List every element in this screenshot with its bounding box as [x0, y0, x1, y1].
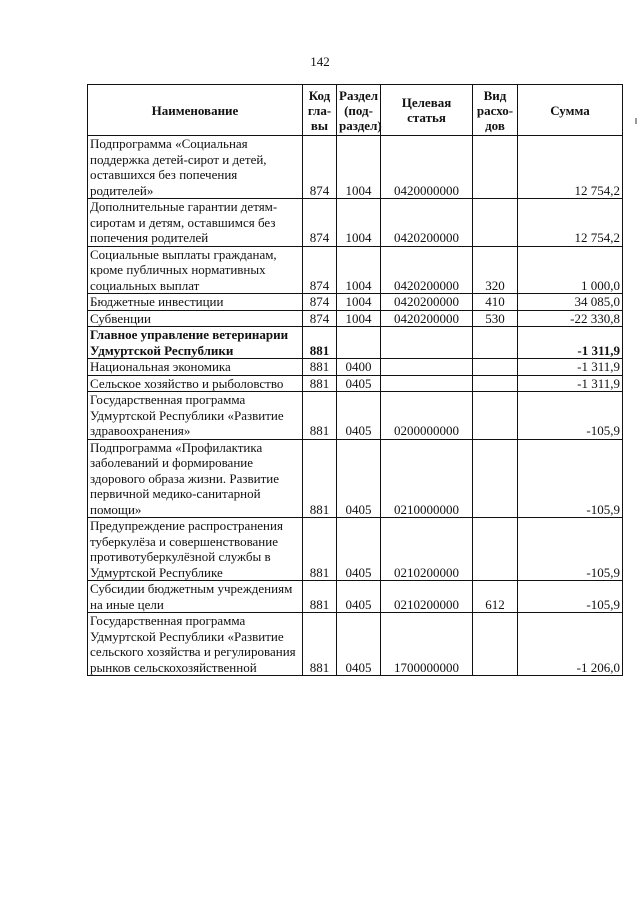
cell-section: 0405	[337, 439, 381, 518]
cell-sum: -105,9	[518, 581, 623, 613]
budget-table	[87, 84, 623, 676]
table-row	[88, 136, 623, 199]
cell-target: 0420200000	[381, 199, 473, 247]
header-name: Наименование	[88, 85, 303, 136]
cell-target: 0210200000	[381, 581, 473, 613]
table-row	[88, 581, 623, 613]
cell-target: 0420000000	[381, 136, 473, 199]
cell-expense	[473, 439, 518, 518]
cell-expense	[473, 392, 518, 440]
scan-mark	[635, 118, 637, 124]
cell-section: 1004	[337, 199, 381, 247]
table-body	[88, 136, 623, 676]
table-row	[88, 294, 623, 311]
table-row	[88, 613, 623, 676]
table-row	[88, 199, 623, 247]
table-row	[88, 310, 623, 327]
cell-target: 0420200000	[381, 310, 473, 327]
cell-section: 1004	[337, 294, 381, 311]
cell-chapter: 881	[303, 518, 337, 581]
cell-section: 0405	[337, 581, 381, 613]
cell-sum: -105,9	[518, 518, 623, 581]
cell-name: Государственная программа Удмуртской Республики «Развитие сельского хозяйства и регулирования рынков сельскохозяйственной	[88, 613, 303, 676]
cell-chapter: 874	[303, 199, 337, 247]
cell-name: Главное управление ветеринарии Удмуртской Республики	[88, 327, 303, 359]
cell-chapter: 881	[303, 359, 337, 376]
cell-expense: 410	[473, 294, 518, 311]
header-expense: Вид расхо- дов	[473, 85, 518, 136]
cell-target	[381, 359, 473, 376]
cell-section: 0405	[337, 518, 381, 581]
table-row	[88, 439, 623, 518]
table-row	[88, 518, 623, 581]
cell-name: Предупреждение распространения туберкулёза и совершенствование противотуберкулёзной службы в Удмуртской Республике	[88, 518, 303, 581]
cell-section: 1004	[337, 310, 381, 327]
cell-name: Сельское хозяйство и рыболовство	[88, 375, 303, 392]
cell-sum: -22 330,8	[518, 310, 623, 327]
cell-chapter: 881	[303, 581, 337, 613]
cell-sum: 12 754,2	[518, 199, 623, 247]
cell-target: 1700000000	[381, 613, 473, 676]
header-sum: Сумма	[518, 85, 623, 136]
cell-name: Субсидии бюджетным учреждениям на иные цели	[88, 581, 303, 613]
cell-chapter: 881	[303, 327, 337, 359]
cell-expense	[473, 327, 518, 359]
header-chapter: Код гла- вы	[303, 85, 337, 136]
cell-target: 0210200000	[381, 518, 473, 581]
cell-sum: 1 000,0	[518, 246, 623, 294]
page-number: 142	[310, 54, 330, 69]
cell-chapter: 881	[303, 439, 337, 518]
cell-name: Субвенции	[88, 310, 303, 327]
cell-section	[337, 327, 381, 359]
table-row	[88, 392, 623, 440]
cell-chapter: 874	[303, 246, 337, 294]
cell-section: 0405	[337, 613, 381, 676]
cell-section: 0405	[337, 375, 381, 392]
cell-expense	[473, 136, 518, 199]
cell-sum: -105,9	[518, 439, 623, 518]
cell-name: Национальная экономика	[88, 359, 303, 376]
header-section: Раздел (под- раздел)	[337, 85, 381, 136]
cell-expense: 530	[473, 310, 518, 327]
cell-chapter: 874	[303, 294, 337, 311]
cell-name: Бюджетные инвестиции	[88, 294, 303, 311]
cell-expense	[473, 613, 518, 676]
cell-chapter: 881	[303, 375, 337, 392]
cell-target	[381, 375, 473, 392]
cell-expense	[473, 518, 518, 581]
cell-name: Государственная программа Удмуртской Республики «Развитие здравоохранения»	[88, 392, 303, 440]
cell-name: Подпрограмма «Социальная поддержка детей-сирот и детей, оставшихся без попечения родителей»	[88, 136, 303, 199]
cell-chapter: 874	[303, 310, 337, 327]
cell-section: 1004	[337, 136, 381, 199]
cell-target: 0200000000	[381, 392, 473, 440]
cell-expense	[473, 375, 518, 392]
cell-sum: -105,9	[518, 392, 623, 440]
cell-expense	[473, 359, 518, 376]
table-header-row	[88, 85, 623, 136]
cell-sum: -1 311,9	[518, 327, 623, 359]
cell-target: 0420200000	[381, 294, 473, 311]
cell-chapter: 881	[303, 392, 337, 440]
cell-expense: 320	[473, 246, 518, 294]
table-row	[88, 375, 623, 392]
table-row	[88, 246, 623, 294]
cell-sum: -1 206,0	[518, 613, 623, 676]
cell-section: 1004	[337, 246, 381, 294]
cell-sum: -1 311,9	[518, 375, 623, 392]
cell-name: Подпрограмма «Профилактика заболеваний и формирование здорового образа жизни. Развитие первичной медико-санитарной помощи»	[88, 439, 303, 518]
cell-chapter: 881	[303, 613, 337, 676]
cell-sum: 34 085,0	[518, 294, 623, 311]
cell-target: 0420200000	[381, 246, 473, 294]
cell-sum: 12 754,2	[518, 136, 623, 199]
header-target: Целевая статья	[381, 85, 473, 136]
cell-sum: -1 311,9	[518, 359, 623, 376]
cell-name: Дополнительные гарантии детям-сиротам и детям, оставшимся без попечения родителей	[88, 199, 303, 247]
cell-expense: 612	[473, 581, 518, 613]
cell-section: 0400	[337, 359, 381, 376]
table-row	[88, 327, 623, 359]
cell-name: Социальные выплаты гражданам, кроме публичных нормативных социальных выплат	[88, 246, 303, 294]
cell-target: 0210000000	[381, 439, 473, 518]
cell-expense	[473, 199, 518, 247]
cell-target	[381, 327, 473, 359]
cell-section: 0405	[337, 392, 381, 440]
table-row	[88, 359, 623, 376]
cell-chapter: 874	[303, 136, 337, 199]
